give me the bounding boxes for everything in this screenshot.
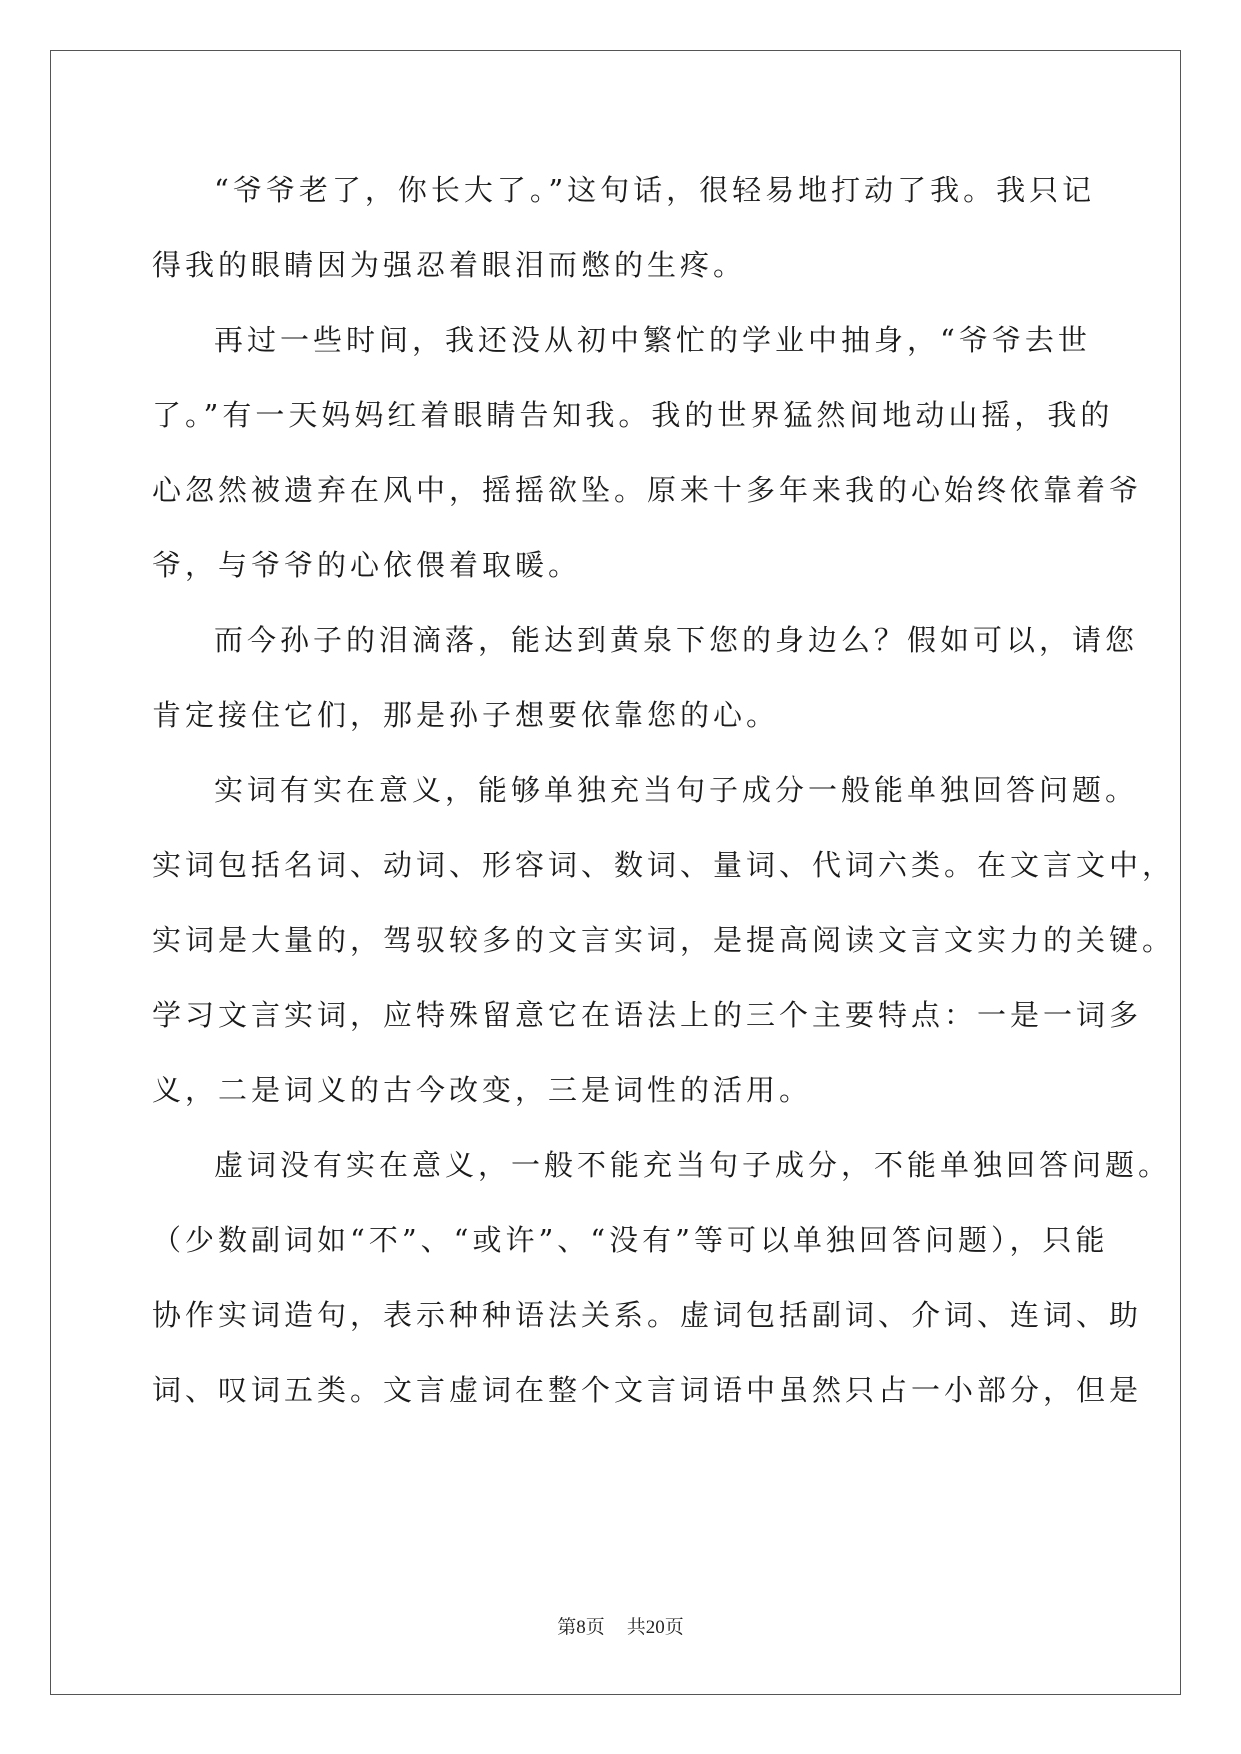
text-line: 再过一些时间，我还没从初中繁忙的学业中抽身，“爷爷去世 [214,323,1091,357]
text-line: “爷爷老了，你长大了。”这句话，很轻易地打动了我。我只记 [214,173,1096,207]
page-number: 第8页 [557,1617,605,1638]
text-line: 词、叹词五类。文言虚词在整个文言词语中虽然只占一小部分，但是 [152,1373,1143,1407]
text-line: 心忽然被遗弃在风中，摇摇欲坠。原来十多年来我的心始终依靠着爷 [152,473,1143,507]
text-line: （少数副词如“不”、“或许”、“没有”等可以单独回答问题），只能 [152,1223,1109,1257]
text-line: 实词是大量的，驾驭较多的文言实词，是提高阅读文言文实力的关键。 [152,923,1176,957]
text-line: 义，二是词义的古今改变，三是词性的活用。 [152,1073,813,1107]
page-total: 共20页 [626,1617,684,1638]
text-line: 实词有实在意义，能够单独充当句子成分一般能单独回答问题。 [214,773,1139,807]
text-line: 实词包括名词、动词、形容词、数词、量词、代词六类。在文言文中， [152,848,1176,882]
text-line: 得我的眼睛因为强忍着眼泪而憋的生疼。 [152,248,747,282]
text-line: 肯定接住它们，那是孙子想要依靠您的心。 [152,698,780,732]
text-line: 协作实词造句，表示种种语法关系。虚词包括副词、介词、连词、助 [152,1298,1143,1332]
text-line: 学习文言实词，应特殊留意它在语法上的三个主要特点：一是一词多 [152,998,1143,1032]
text-line: 而今孙子的泪滴落，能达到黄泉下您的身边么？假如可以，请您 [214,623,1139,657]
text-line: 了。”有一天妈妈红着眼睛告知我。我的世界猛然间地动山摇，我的 [152,398,1114,432]
page-footer [0,1612,1241,1639]
document-body [152,165,1176,1440]
text-line: 虚词没有实在意义，一般不能充当句子成分，不能单独回答问题。 [214,1148,1172,1182]
text-line: 爷，与爷爷的心依偎着取暖。 [152,548,582,582]
